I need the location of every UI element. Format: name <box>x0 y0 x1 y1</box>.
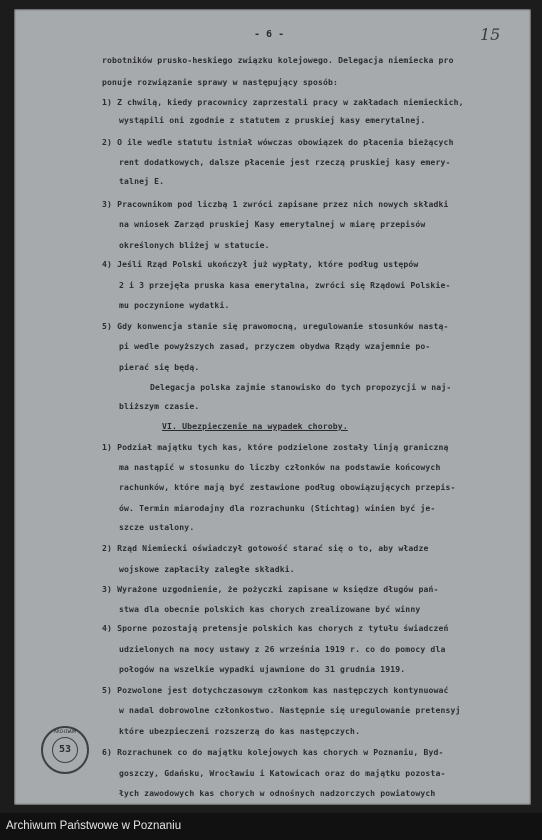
text-line: łych zawodowych kas chorych w odnośnych nadzorczych powiatowych <box>119 788 436 798</box>
text-line: Delegacja polska zajmie stanowisko do tych propozycji w naj- <box>150 382 452 392</box>
text-line: określonych bliżej w statucie. <box>119 240 270 250</box>
text-line: wystąpili oni zgodnie z statutem z pruskiej kasy emerytalnej. <box>119 115 426 125</box>
text-line: szcze ustalony. <box>119 522 195 532</box>
text-line: bliższym czasie. <box>119 401 200 411</box>
stamp-ring-text: ARCHIWUM <box>54 730 76 735</box>
text-line: 3) Wyrażone uzgodnienie, że pożyczki zapisane w księdze długów pań- <box>102 584 439 594</box>
text-line: pi wedle powyższych zasad, przyczem obydwa Rządy wzajemnie po- <box>119 341 431 351</box>
text-line: 4) Jeśli Rząd Polski ukończył już wypłaty, które podług ustępów <box>102 259 419 269</box>
text-line: 2 i 3 przejęła pruska kasa emerytalna, zwróci się Rządowi Polskie- <box>119 280 451 290</box>
text-line: w nadal dobrowolne członkostwo. Następnie się uregulowanie pretensyj <box>119 705 461 715</box>
text-line: ma nastąpić w stosunku do liczby członków na podstawie końcowych <box>119 462 441 472</box>
text-line: które ubezpieczeni rozszerzą do kas następczych. <box>119 726 361 736</box>
archive-stamp <box>41 726 89 774</box>
text-line: mu poczynione wydatki. <box>119 300 230 310</box>
text-line: rent dodatkowych, dalsze płacenie jest rzeczą pruskiej kasy emery- <box>119 157 451 167</box>
text-line: 5) Pozwolone jest dotychczasowym członkom kas następczych kontynuować <box>102 685 449 695</box>
section-heading: VI. Ubezpieczenie na wypadek choroby. <box>162 421 348 431</box>
text-line: talnej E. <box>119 176 165 186</box>
text-line: 5) Gdy konwencja stanie się prawomocną, uregulowanie stosunków nastą- <box>102 321 449 331</box>
text-line: na wniosek Zarząd pruskiej Kasy emerytalnej w miarę przepisów <box>119 219 426 229</box>
text-line: stwa dla obecnie polskich kas chorych zrealizowane być winny <box>119 604 421 614</box>
text-line: 2) Rząd Niemiecki oświadczył gotowość starać się o to, aby władze <box>102 543 429 553</box>
text-line: robotników prusko-heskiego związku kolejowego. Delegacja niemiecka pro <box>102 55 454 65</box>
handwritten-folio-number: 15 <box>480 25 501 44</box>
stamp-number: 53 <box>52 737 78 763</box>
text-line: rachunków, które mają być zestawione podług obowiązujących przepis- <box>119 482 456 492</box>
text-line: 2) O ile wedle statutu istniał wówczas obowiązek do płacenia bieżących <box>102 137 454 147</box>
text-line: ponuje rozwiązanie sprawy w następujący sposób: <box>102 77 339 87</box>
text-line: 3) Pracownikom pod liczbą 1 zwróci zapisane przez nich nowych składki <box>102 199 449 209</box>
document-page <box>14 9 531 805</box>
text-line: 4) Sporne pozostają pretensje polskich kas chorych z tytułu świadczeń <box>102 623 449 633</box>
text-line: pierać się będą. <box>119 362 200 372</box>
text-line: udzielonych na mocy ustawy z 26 września 1919 r. co do pomocy dla <box>119 644 446 654</box>
text-line: połogów na wszelkie wypadki ujawnione do 31 grudnia 1919. <box>119 664 406 674</box>
text-line: ów. Termin miarodajny dla rozrachunku (Stichtag) winien być je- <box>119 503 436 513</box>
text-line: 6) Rozrachunek co do majątku kolejowych kas chorych w Poznaniu, Byd- <box>102 747 444 757</box>
text-line: wojskowe zapłaciły zaległe składki. <box>119 564 295 574</box>
text-line: 1) Z chwilą, kiedy pracownicy zaprzestali pracy w zakładach niemieckich, <box>102 97 464 107</box>
text-line: 1) Podział majątku tych kas, które podzielone zostały linją graniczną <box>102 442 449 452</box>
page-number: - 6 - <box>254 29 285 40</box>
text-line: goszczy, Gdańsku, Wrocławiu i Katowicach oraz do majątku pozosta- <box>119 768 446 778</box>
archive-footer: Archiwum Państwowe w Poznaniu <box>0 813 542 840</box>
